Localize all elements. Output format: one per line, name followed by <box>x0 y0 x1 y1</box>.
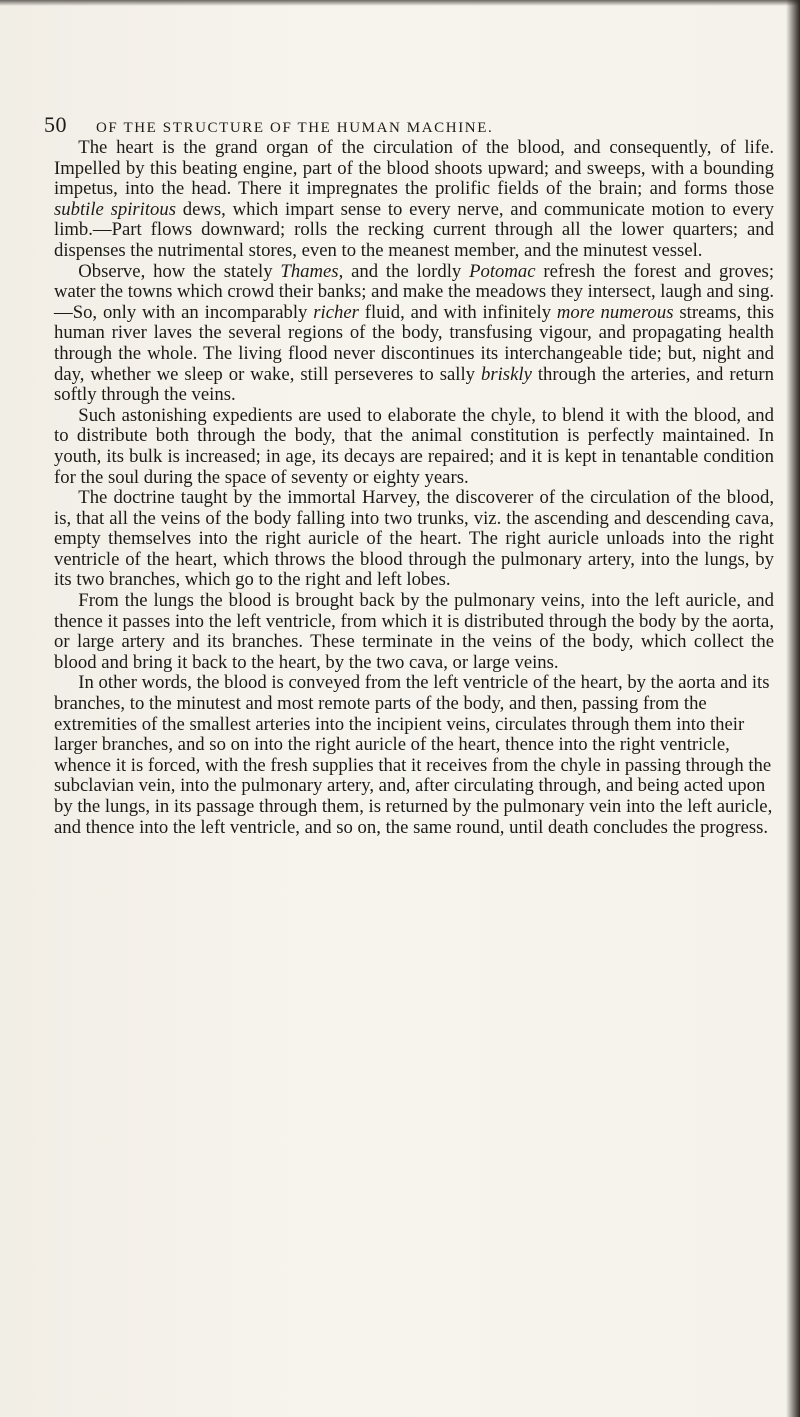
italic-span: Thames <box>280 260 339 282</box>
text-span: From the lungs the blood is brought back by the pulmonary veins, into the left auricle, and thence it passes into the left ventricle, from which it is distributed through the body by the aorta, or large artery and its branches. These terminate in the veins of the body, which collect the blood and bring it back to the heart, by the two cava, or large veins. <box>54 590 774 673</box>
page-number: 50 <box>44 112 67 137</box>
italic-span: more numerous <box>556 301 674 323</box>
text-span: refresh the forest and groves; water the towns which crowd their banks; and make the meadows they intersect, laugh and sing.—So, only with an incomparably <box>54 260 775 323</box>
text-span: dews, which impart sense to every nerve, and communicate motion to every limb.—Part flows downward; rolls the recking current through all the lower quarters; and dispenses the nutrimental stores, even to the meanest member, and the minutest vessel. <box>54 198 774 261</box>
paragraph <box>54 673 774 838</box>
italic-span: briskly <box>481 363 532 385</box>
text-span: through the arteries, and return softly through the veins. <box>54 363 774 406</box>
text-span: In other words, the blood is conveyed from the left ventricle of the heart, by the aorta and its branches, to the minutest and most remote parts of the body, and then, passing from the extremities of the smallest arteries into the incipient veins, circulates through them into their larger branches, and so on into the right auricle of the heart, thence into the right ventricle, whence it is forced, with the fresh supplies that it receives from the chyle in passing through the subclavian vein, into the pulmonary artery, and, after circulating through, and being acted upon by the lungs, in its passage through them, is returned by the pulmonary vein into the left auricle, and thence into the left ventricle, and so on, the same round, until death concludes the progress. <box>54 672 773 838</box>
paragraph <box>54 406 774 488</box>
text-span: Such astonishing expedients are used to elaborate the chyle, to blend it with the blood, and to distribute both through the body, that the animal constitution is perfectly maintained. In youth, its bulk is increased; in age, its decays are repaired; and it is kept in tenantable condition for the soul during the space of seventy or eighty years. <box>54 404 774 488</box>
text-span: The heart is the grand organ of the circulation of the blood, and consequently, of life. Impelled by this beating engine, part of the blood shoots upward; and sweeps, with a bounding impetus, into the head. There it impregnates the prolific fields of the brain; and forms those <box>54 137 774 200</box>
italic-span: Potomac <box>469 260 536 282</box>
paragraph <box>54 262 774 406</box>
text-span: The doctrine taught by the immortal Harvey, the discoverer of the circulation of the blood, is, that all the veins of the body falling into two trunks, viz. the ascending and descending cava, empty themselves into the right auricle of the heart. The right auricle unloads into the right ventricle of the heart, which throws the blood through the pulmonary artery, into the lungs, by its two branches, which go to the right and left lobes. <box>54 487 774 591</box>
text-span: streams, this human river laves the several regions of the body, transfusing vigour, and propagating health through the whole. The living flood never discontinues its interchangeable tide; but, night and day, whether we sleep or wake, still perseveres to sally <box>54 301 774 385</box>
page-top-edge <box>0 0 800 6</box>
paragraph <box>54 591 774 673</box>
text-span: Observe, how the stately <box>78 260 281 282</box>
text-span: fluid, and with infinitely <box>358 301 557 323</box>
body-text <box>54 138 774 838</box>
paragraph <box>54 488 774 591</box>
page-spine-edge <box>786 0 800 1417</box>
running-head-title: OF THE STRUCTURE OF THE HUMAN MACHINE. <box>96 120 494 136</box>
text-span: , and the lordly <box>338 260 470 282</box>
paragraph <box>54 138 774 262</box>
italic-span: subtile spiritous <box>54 198 177 220</box>
italic-span: richer <box>313 301 359 323</box>
